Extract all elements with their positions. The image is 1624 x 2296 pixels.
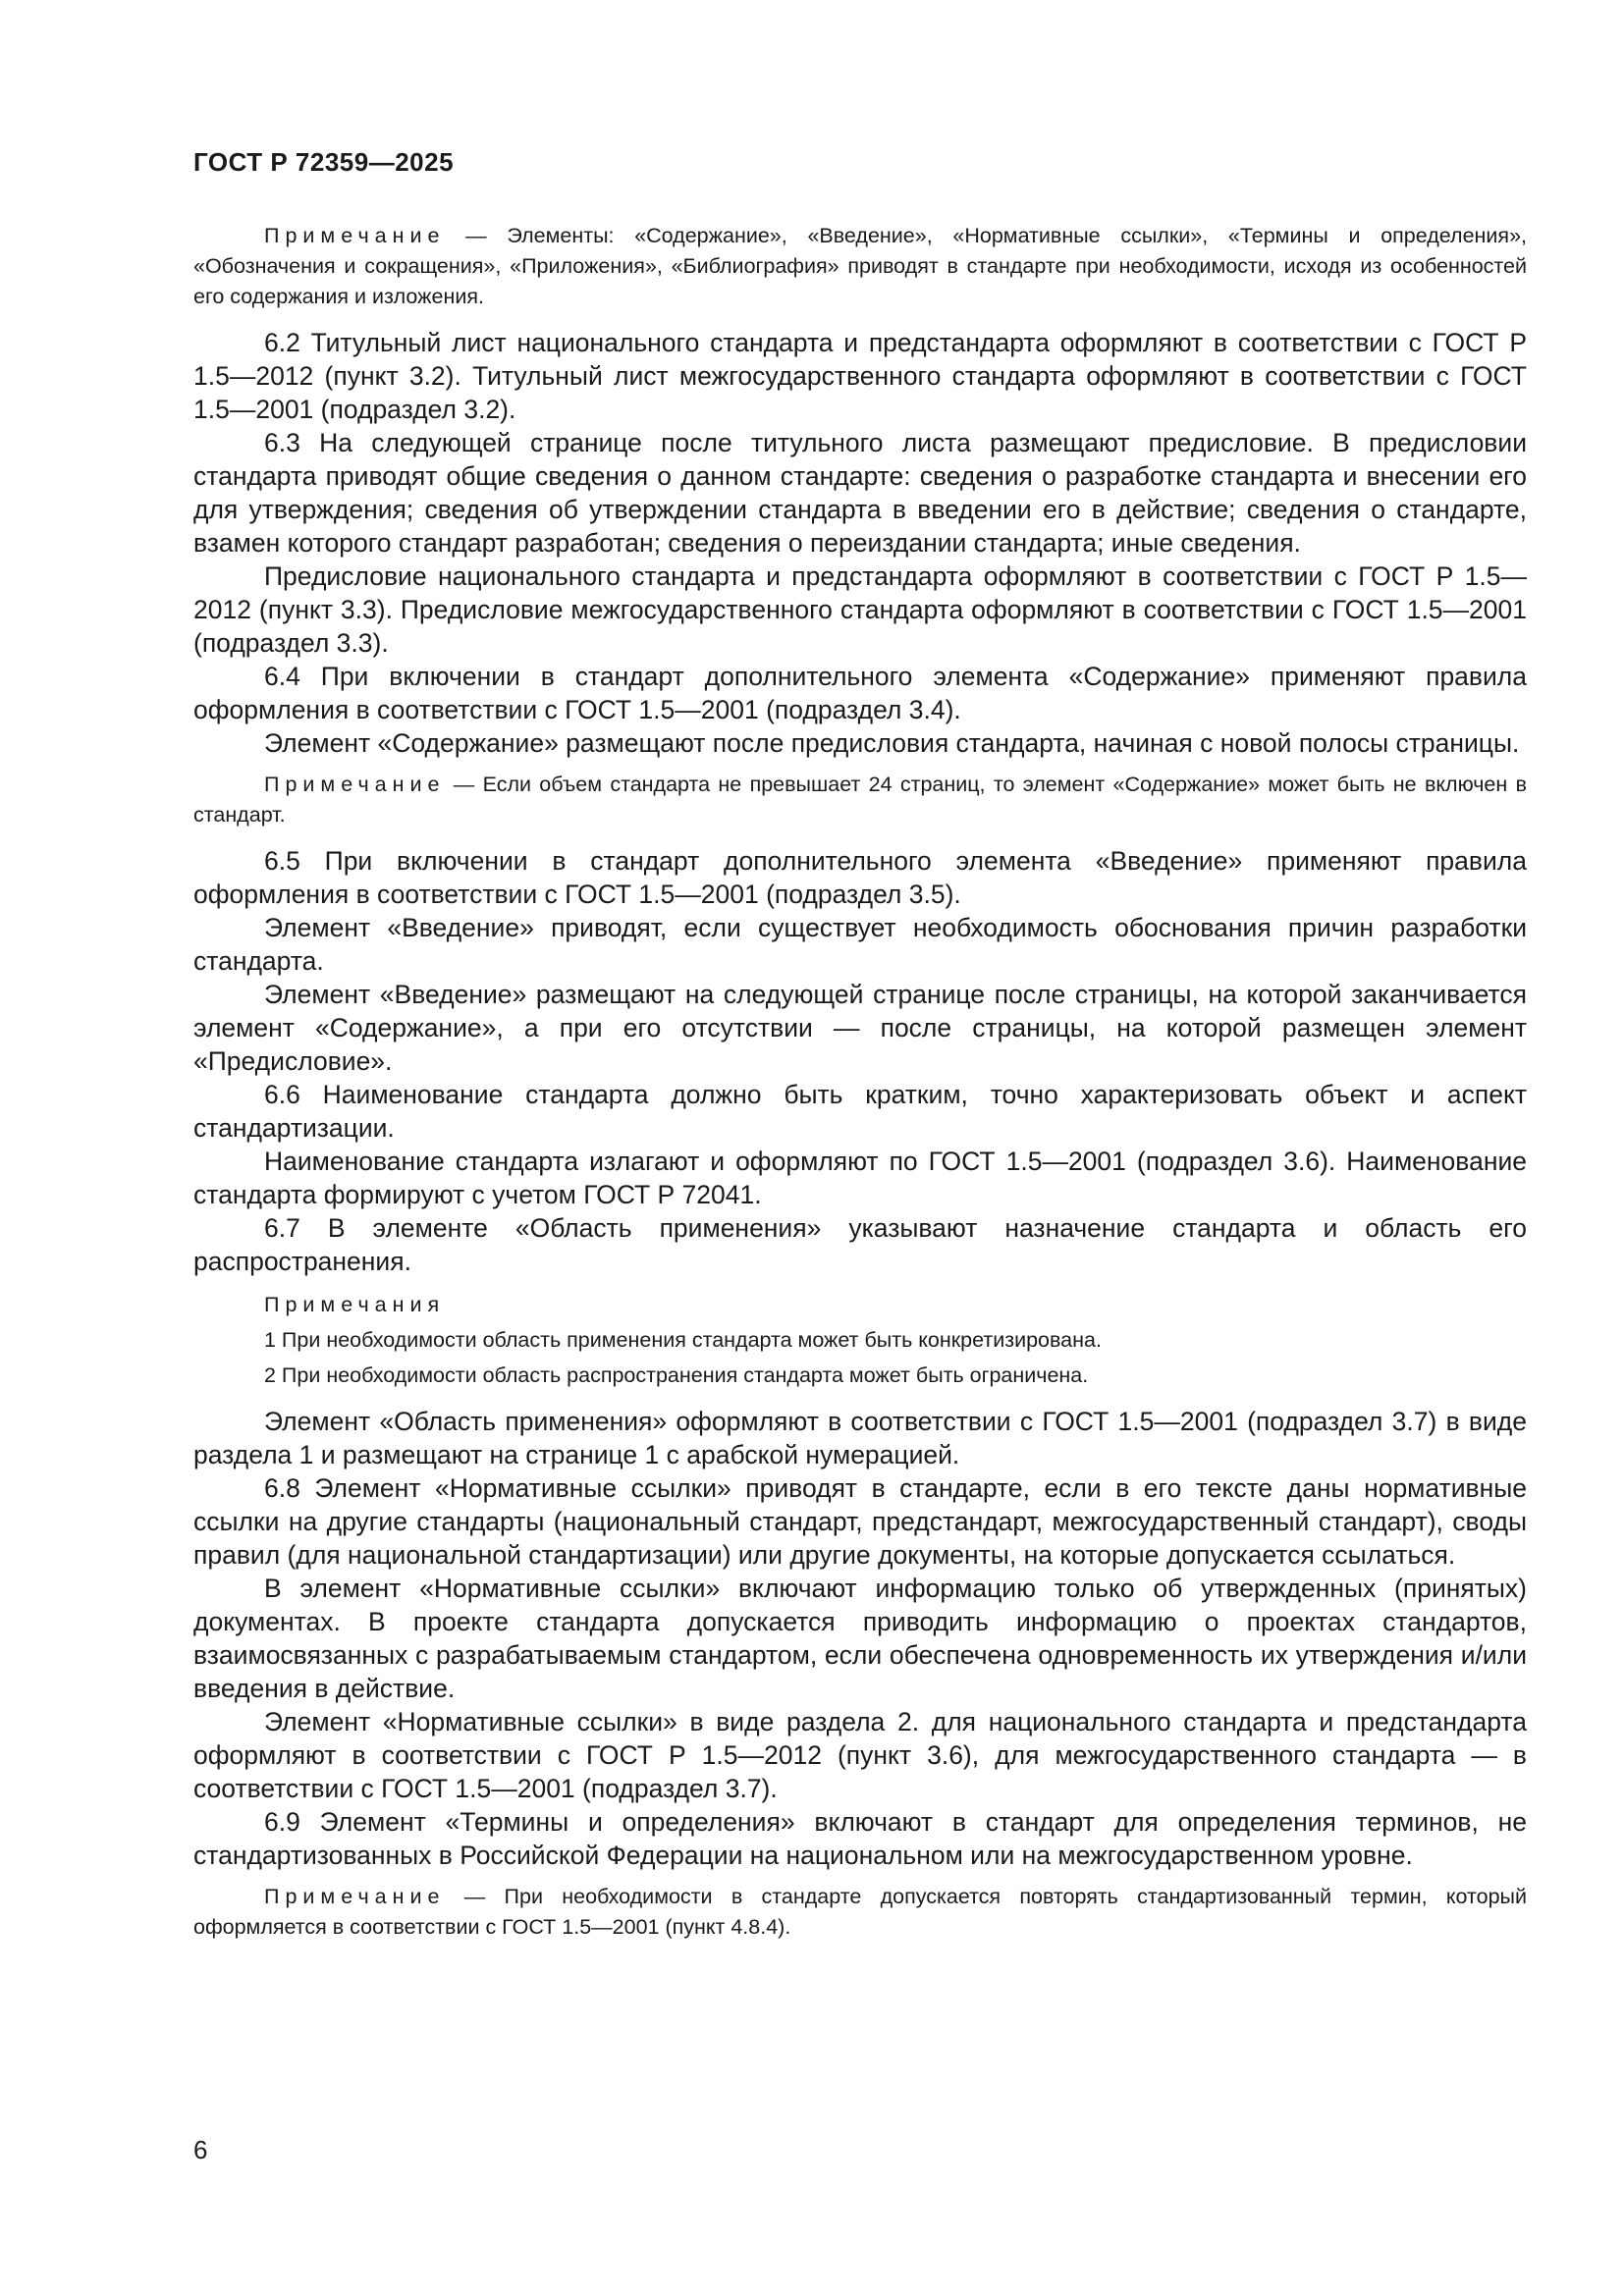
note-item-2: 2 При необходимости область распространения стандарта может быть ограничена. [264, 1363, 1089, 1387]
paragraph-introduction-reason: Элемент «Введение» приводят, если существует необходимость обоснования причин разработки стандарта. [193, 913, 1527, 976]
paragraph-6-9: 6.9 Элемент «Термины и определения» включают в стандарт для определения терминов, не стандартизованных в Российской Федерации на национальном или на межгосударственном уровне. [193, 1807, 1527, 1870]
paragraph-contents: Элемент «Содержание» размещают после предисловия стандарта, начиная с новой полосы страницы. [264, 728, 1520, 758]
note-label: Примечание [264, 224, 446, 247]
note-general [193, 221, 1527, 312]
note-label: Примечание [264, 773, 446, 796]
notes-heading: Примечания [264, 1293, 446, 1316]
paragraph-preface: Предисловие национального стандарта и предстандарта оформляют в соответствии с ГОСТ Р 1.5—2012 (пункт 3.3). Предисловие межгосударственного стандарта оформляют в соответствии с ГОСТ 1.5—2001 (подраздел 3.3). [193, 561, 1527, 658]
note-label: Примечание [264, 1885, 446, 1908]
paragraph-6-5: 6.5 При включении в стандарт дополнительного элемента «Введение» применяют правила оформления в соответствии с ГОСТ 1.5—2001 (подраздел 3.5). [193, 846, 1527, 909]
paragraph-6-4: 6.4 При включении в стандарт дополнительного элемента «Содержание» применяют правила оформления в соответствии с ГОСТ 1.5—2001 (подраздел 3.4). [193, 662, 1527, 724]
note-text: — При необходимости в стандарте допускается повторять стандартизованный термин, который оформляется в соответствии с ГОСТ 1.5—2001 (пункт 4.8.4). [193, 1885, 1527, 1939]
note-text: — Если объем стандарта не превышает 24 страниц, то элемент «Содержание» может быть не включен в стандарт. [193, 773, 1527, 827]
section-paragraphs-a [193, 326, 1527, 760]
document-page [193, 147, 1527, 1943]
paragraph-6-2: 6.2 Титульный лист национального стандарта и предстандарта оформляют в соответствии с ГОСТ Р 1.5—2012 (пункт 3.2). Титульный лист межгосударственного стандарта оформляют в соответствии с ГОСТ 1.5—2001 (подраздел 3.2). [193, 328, 1527, 424]
section-paragraphs-b [193, 844, 1527, 1278]
note-item-1: 1 При необходимости область применения стандарта может быть конкретизирована. [264, 1328, 1102, 1352]
page-number: 6 [193, 2135, 208, 2164]
paragraph-references-format: Элемент «Нормативные ссылки» в виде раздела 2. для национального стандарта и предстандарта оформляют в соответствии с ГОСТ Р 1.5—2012 (пункт 3.6), для межгосударственного стандарта — в соответствии с ГОСТ 1.5—2001 (подраздел 3.7). [193, 1707, 1527, 1803]
paragraph-references-info: В элемент «Нормативные ссылки» включают информацию только об утвержденных (принятых) документах. В проекте стандарта допускается приводить информацию о проектах стандартов, взаимосвязанных с разрабатываемым стандартом, если обеспечена одновременность их утверждения и/или введения в действие. [193, 1574, 1527, 1703]
paragraph-6-6: 6.6 Наименование стандарта должно быть кратким, точно характеризовать объект и аспект стандартизации. [193, 1080, 1527, 1143]
note-text: — Элементы: «Содержание», «Введение», «Нормативные ссылки», «Термины и определения», «Обозначения и сокращения», «Приложения», «Библиография» приводят в стандарте при необходимости, исходя из особенностей его содержания и изложения. [193, 224, 1527, 308]
paragraph-introduction-placement: Элемент «Введение» размещают на следующей странице после страницы, на которой заканчивается элемент «Содержание», а при его отсутствии — после страницы, на которой размещен элемент «Предисловие». [193, 980, 1527, 1076]
section-paragraphs-c [193, 1405, 1527, 1872]
note-terms [193, 1882, 1527, 1943]
paragraph-6-3: 6.3 На следующей странице после титульного листа размещают предисловие. В предисловии стандарта приводят общие сведения о данном стандарте: сведения о разработке стандарта и внесении его для утверждения; сведения об утверждении стандарта в введении его в действие; сведения о стандарте, взамен которого стандарт разработан; сведения о переиздании стандарта; иные сведения. [193, 428, 1527, 558]
paragraph-title-format: Наименование стандарта излагают и оформляют по ГОСТ 1.5—2001 (подраздел 3.6). Наименование стандарта формируют с учетом ГОСТ Р 72041. [193, 1147, 1527, 1209]
note-contents [193, 770, 1527, 830]
document-header: ГОСТ Р 72359—2025 [193, 147, 455, 177]
paragraph-6-7: 6.7 В элементе «Область применения» указывают назначение стандарта и область его распространения. [193, 1213, 1527, 1276]
paragraph-6-8: 6.8 Элемент «Нормативные ссылки» приводят в стандарте, если в его тексте даны нормативные ссылки на другие стандарты (национальный стандарт, предстандарт, межгосударственный стандарт), своды правил (для национальной стандартизации) или другие документы, на которые допускается ссылаться. [193, 1473, 1527, 1570]
paragraph-scope-format: Элемент «Область применения» оформляют в соответствии с ГОСТ 1.5—2001 (подраздел 3.7) в виде раздела 1 и размещают на странице 1 с арабской нумерацией. [193, 1407, 1527, 1469]
